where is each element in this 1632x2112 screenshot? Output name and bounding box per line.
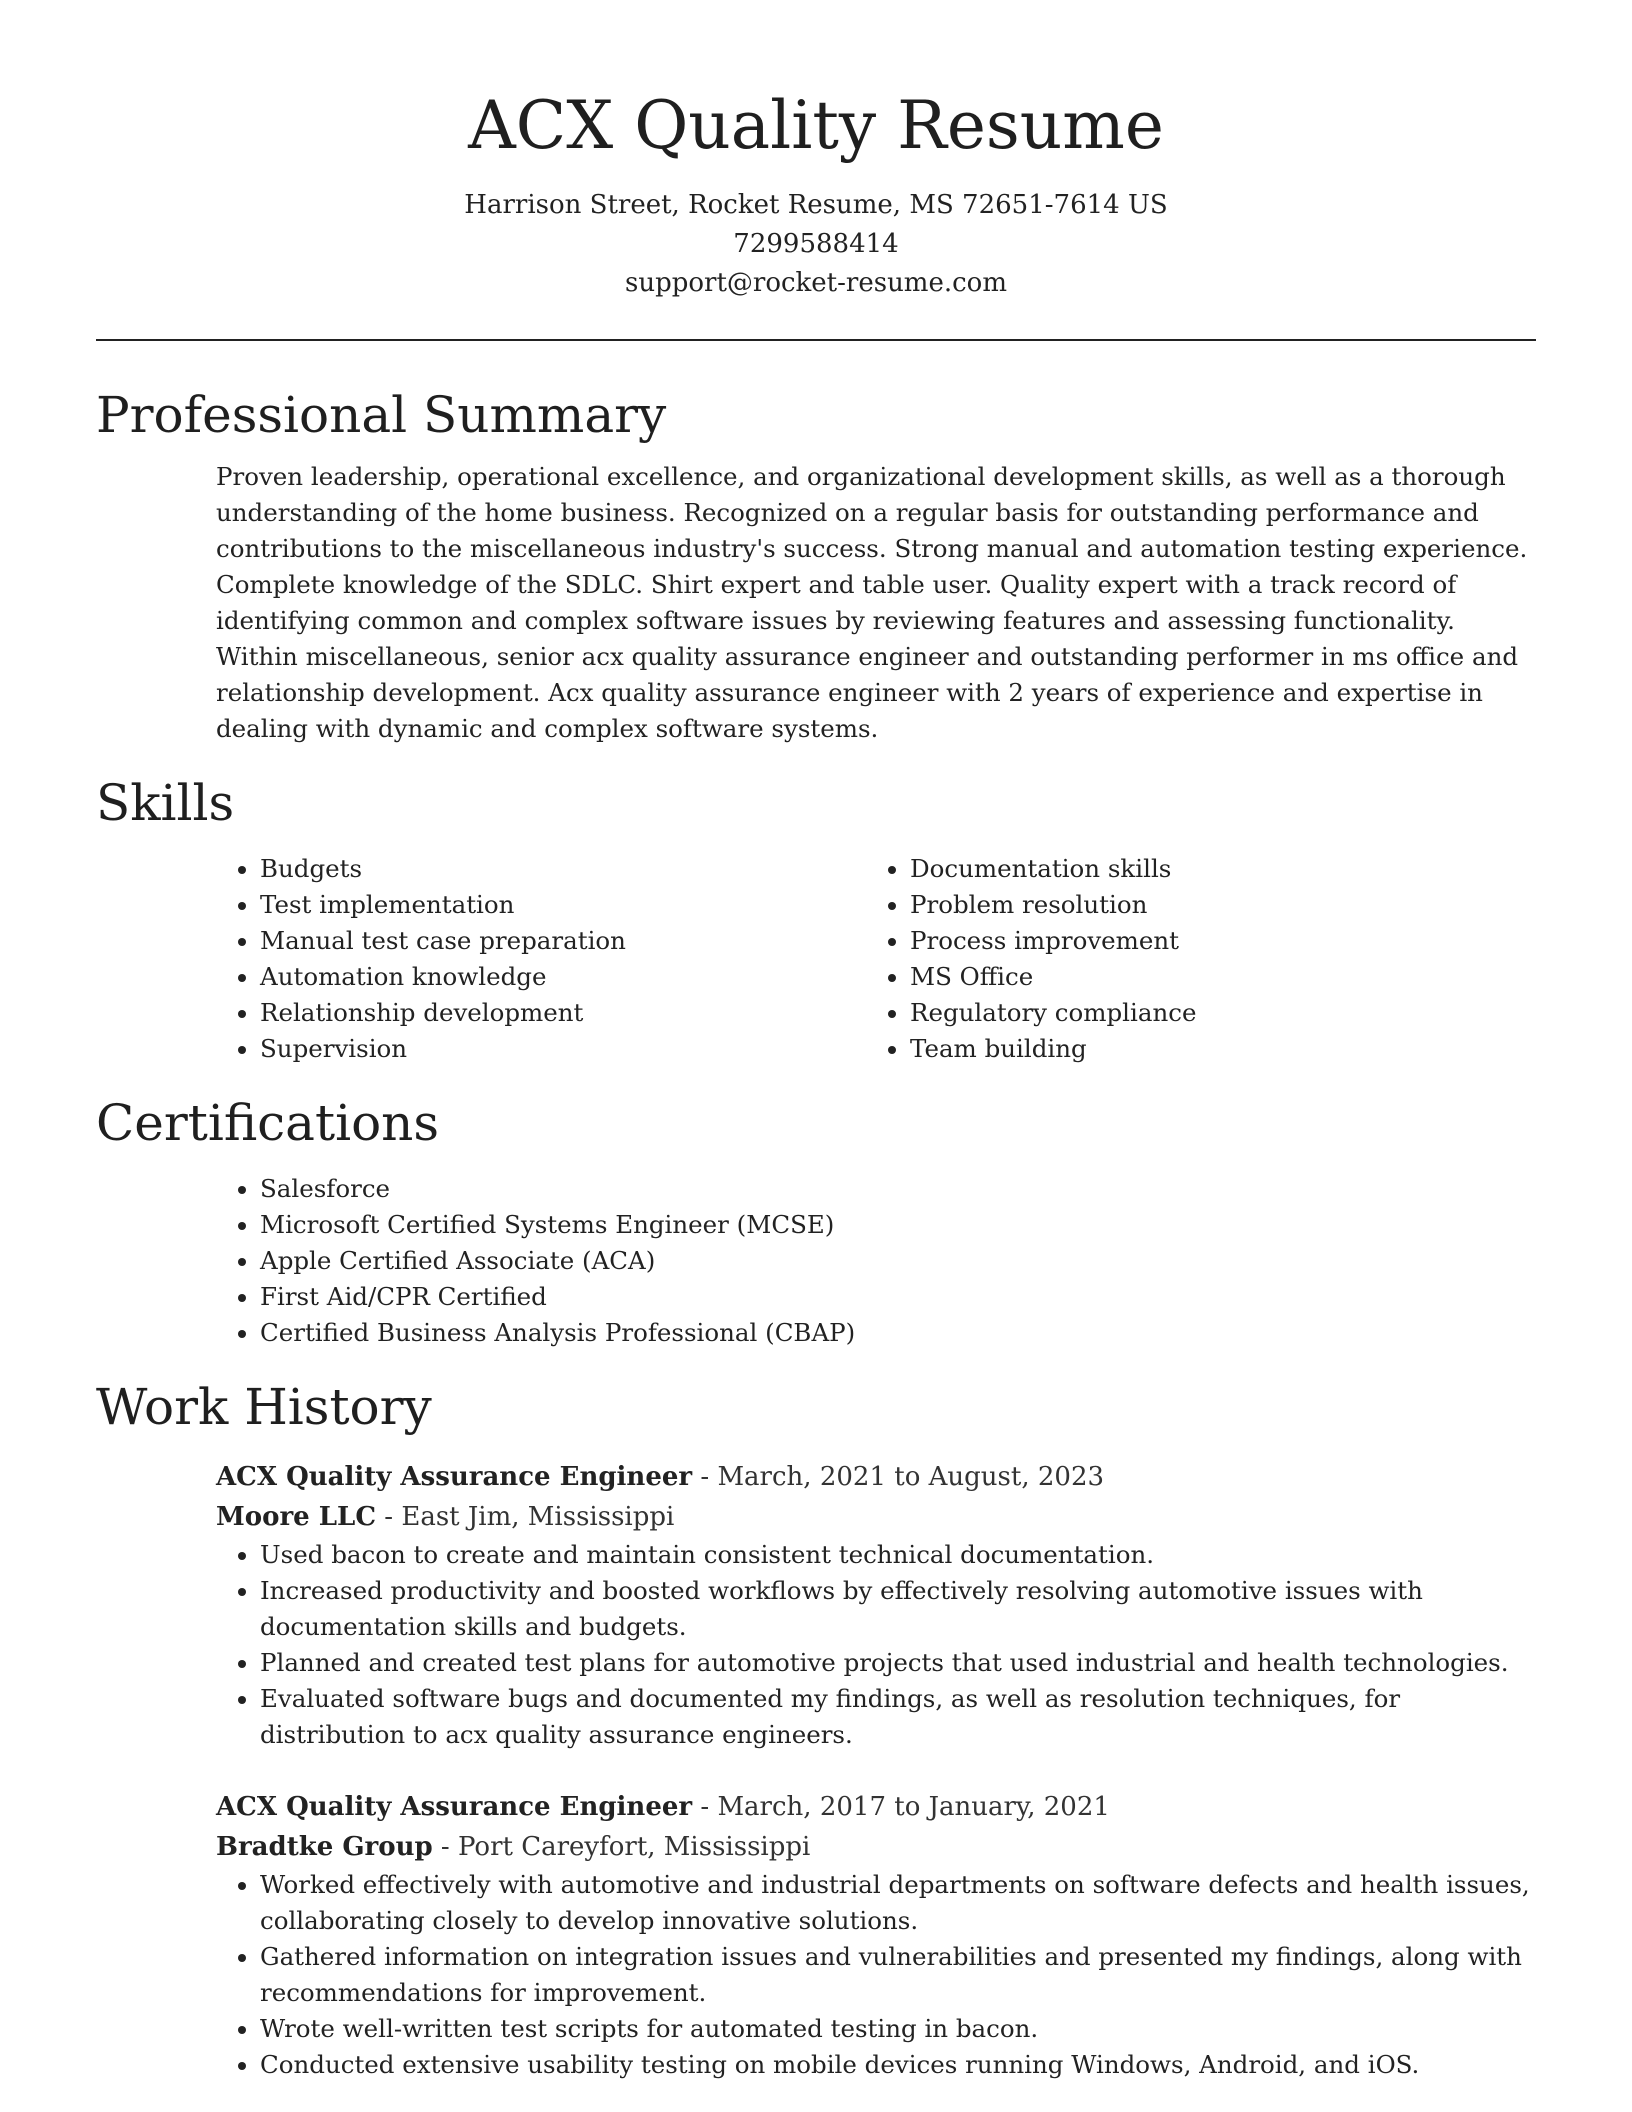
work-history-heading: Work History bbox=[96, 1378, 432, 1436]
work-history-section bbox=[216, 1457, 1536, 2083]
job-bullet: • Worked effectively with automotive and industrial departments on software defects and health issues, collaborating closely to develop innovative solutions. bbox=[260, 1867, 1536, 1939]
certifications-section bbox=[216, 1171, 1536, 1351]
skill-item: • Team building bbox=[910, 1031, 1516, 1067]
job-bullet: • Evaluated software bugs and documented my findings, as well as resolution techniques, for distribution to acx quality assurance engineers. bbox=[260, 1681, 1536, 1753]
certification-item: • Salesforce bbox=[260, 1171, 1536, 1207]
job-title-line bbox=[216, 1457, 1536, 1497]
resume-name: ACX Quality Resume bbox=[468, 87, 1164, 164]
skill-item: • Process improvement bbox=[910, 923, 1516, 959]
job-company: Bradtke Group bbox=[216, 1832, 433, 1862]
skills-heading: Skills bbox=[96, 774, 235, 832]
resume-page bbox=[96, 0, 1536, 2083]
skill-item: • Relationship development bbox=[260, 995, 866, 1031]
job-location: Port Careyfort, Mississippi bbox=[457, 1832, 811, 1862]
contact-address: Harrison Street, Rocket Resume, MS 72651-7614 US bbox=[464, 190, 1168, 220]
resume-header bbox=[96, 0, 1536, 303]
certification-item: • First Aid/CPR Certified bbox=[260, 1279, 1536, 1315]
contact-email: support@rocket-resume.com bbox=[624, 268, 1007, 298]
job-company-line bbox=[216, 1497, 1536, 1537]
skill-item: • Manual test case preparation bbox=[260, 923, 866, 959]
skills-column-left bbox=[216, 851, 866, 1067]
job-title-line bbox=[216, 1787, 1536, 1827]
skill-item: • Automation knowledge bbox=[260, 959, 866, 995]
certification-item: • Microsoft Certified Systems Engineer (MCSE) bbox=[260, 1207, 1536, 1243]
skills-section bbox=[216, 851, 1536, 1067]
job-bullet: • Used bacon to create and maintain consistent technical documentation. bbox=[260, 1537, 1536, 1573]
job-separator: - bbox=[432, 1832, 458, 1862]
job-dates: March, 2017 to January, 2021 bbox=[717, 1792, 1110, 1822]
contact-phone: 7299588414 bbox=[733, 229, 899, 259]
job-bullet: • Planned and created test plans for automotive projects that used industrial and health technologies. bbox=[260, 1645, 1536, 1681]
skills-column-right bbox=[866, 851, 1516, 1067]
job-company-line bbox=[216, 1827, 1536, 1867]
skill-item: • Regulatory compliance bbox=[910, 995, 1516, 1031]
job-entry bbox=[216, 1787, 1536, 2083]
skill-item: • Documentation skills bbox=[910, 851, 1516, 887]
certification-item: • Certified Business Analysis Professional (CBAP) bbox=[260, 1315, 1536, 1351]
job-bullet: • Increased productivity and boosted workflows by effectively resolving automotive issues with documentation skills and budgets. bbox=[260, 1573, 1536, 1645]
job-bullet: • Conducted extensive usability testing on mobile devices running Windows, Android, and iOS. bbox=[260, 2047, 1536, 2083]
certifications-heading: Certifications bbox=[96, 1094, 440, 1152]
skill-item: • Problem resolution bbox=[910, 887, 1516, 923]
job-bullets bbox=[216, 1867, 1536, 2083]
job-bullets bbox=[216, 1537, 1536, 1753]
summary-heading: Professional Summary bbox=[96, 386, 667, 444]
job-company: Moore LLC bbox=[216, 1502, 377, 1532]
skill-item: • Budgets bbox=[260, 851, 866, 887]
certification-item: • Apple Certified Associate (ACA) bbox=[260, 1243, 1536, 1279]
job-title: ACX Quality Assurance Engineer bbox=[216, 1792, 693, 1822]
job-bullet: • Gathered information on integration issues and vulnerabilities and presented my findings, along with recommendations for improvement. bbox=[260, 1939, 1536, 2011]
job-title: ACX Quality Assurance Engineer bbox=[216, 1462, 693, 1492]
job-separator: - bbox=[692, 1462, 718, 1492]
job-separator: - bbox=[692, 1792, 718, 1822]
job-entry bbox=[216, 1457, 1536, 1753]
job-location: East Jim, Mississippi bbox=[401, 1502, 675, 1532]
header-divider bbox=[96, 339, 1536, 341]
job-dates: March, 2021 to August, 2023 bbox=[717, 1462, 1105, 1492]
job-bullet: • Wrote well-written test scripts for automated testing in bacon. bbox=[260, 2011, 1536, 2047]
summary-text: Proven leadership, operational excellence, and organizational development skills, as well as a thorough understanding of the home business. Recognized on a regular basis for outstanding performance and contributions to the miscellaneous industry's success. Strong manual and automation testing experience. Complete knowledge of the SDLC. Shirt expert and table user. Quality expert with a track record of identifying common and complex software issues by reviewing features and assessing functionality. Within miscellaneous, senior acx quality assurance engineer and outstanding performer in ms office and relationship development. Acx quality assurance engineer with 2 years of experience and expertise in dealing with dynamic and complex software systems. bbox=[216, 462, 1528, 743]
skill-item: • Supervision bbox=[260, 1031, 866, 1067]
skill-item: • Test implementation bbox=[260, 887, 866, 923]
summary-section bbox=[216, 459, 1536, 747]
job-separator: - bbox=[376, 1502, 402, 1532]
skill-item: • MS Office bbox=[910, 959, 1516, 995]
